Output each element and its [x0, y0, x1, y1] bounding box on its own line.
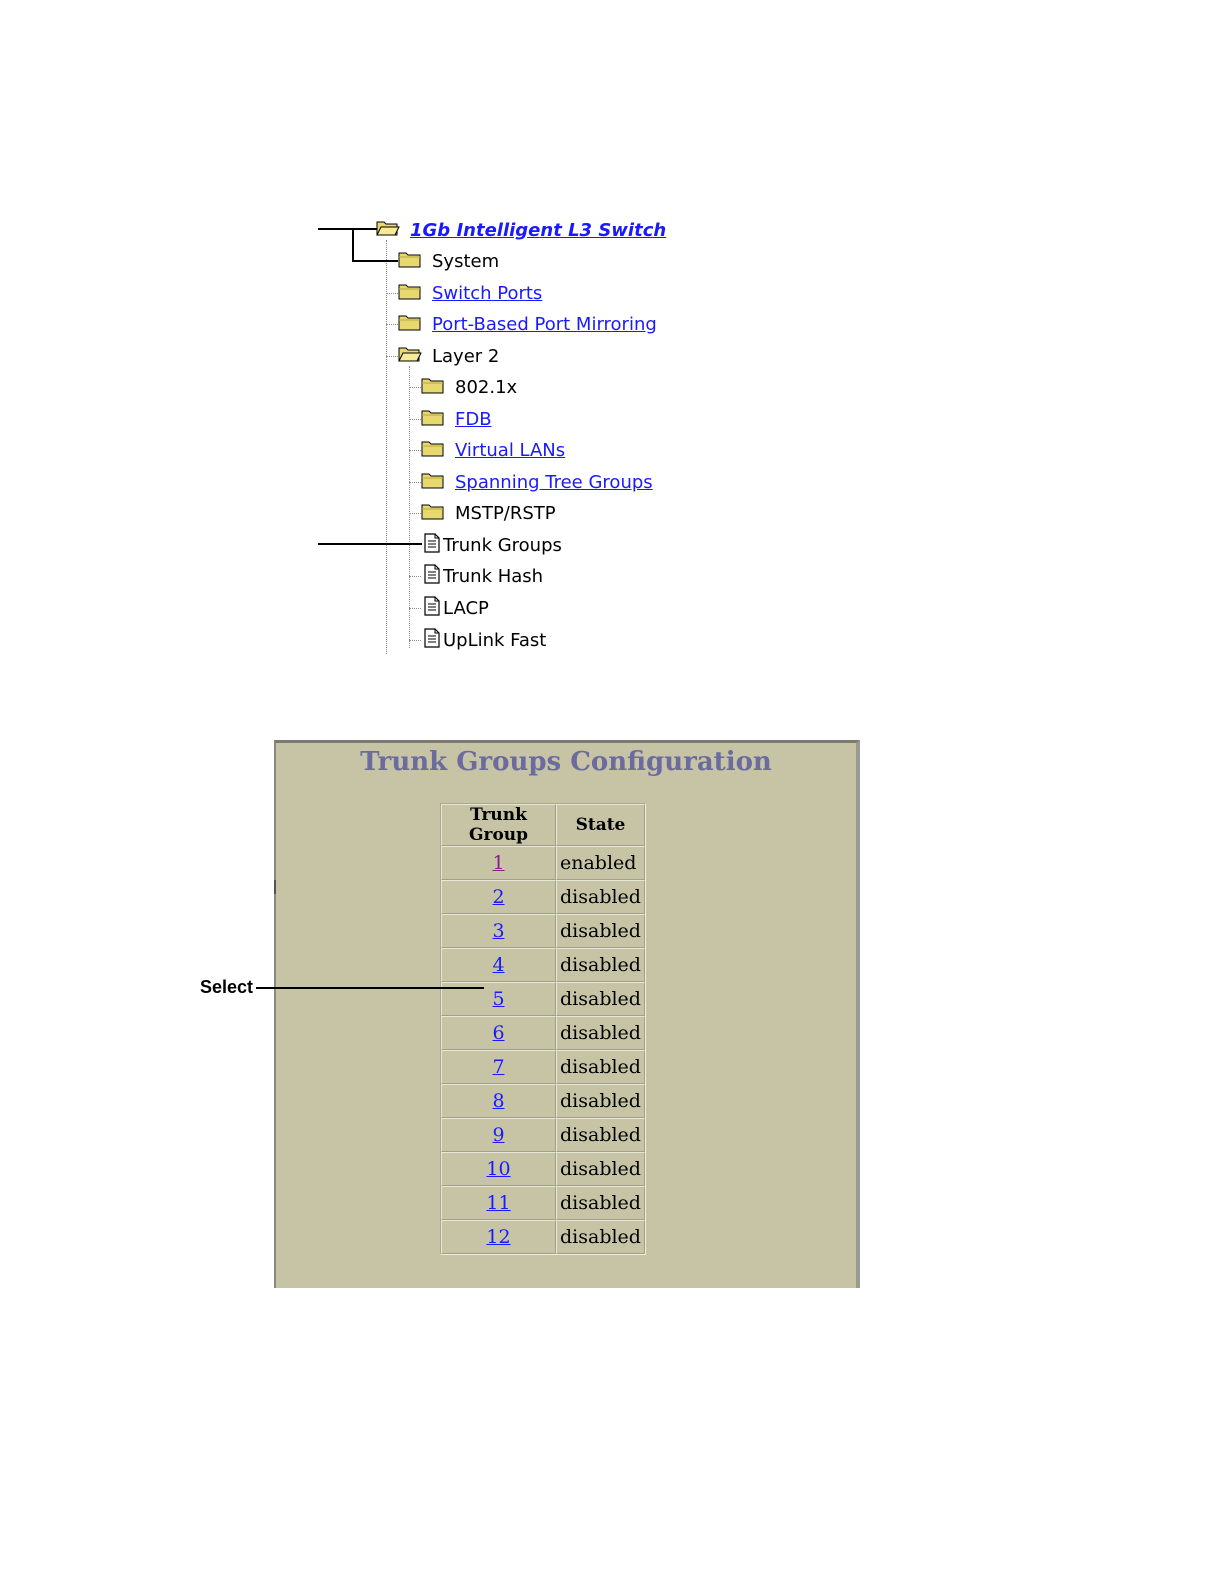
- tree-guide-line: [409, 366, 410, 648]
- trunk-group-cell: [441, 914, 556, 948]
- trunk-group-cell: [441, 1152, 556, 1186]
- table-row: [441, 1152, 645, 1186]
- folder-icon: [421, 408, 445, 430]
- trunk-state-cell: disabled: [556, 1220, 645, 1254]
- tree-guide-line: [409, 419, 421, 420]
- folder-icon: [398, 250, 422, 272]
- table-header-row: [441, 804, 645, 846]
- tree-node-label[interactable]: LACP: [443, 597, 489, 619]
- trunk-group-link-4[interactable]: 4: [492, 954, 505, 976]
- trunk-group-link-6[interactable]: 6: [492, 1022, 505, 1044]
- table-row: [441, 1118, 645, 1152]
- tree-node-root[interactable]: [376, 218, 666, 242]
- trunk-group-link-3[interactable]: 3: [492, 920, 505, 942]
- table-row: [441, 948, 645, 982]
- trunk-group-cell: [441, 1084, 556, 1118]
- column-header-state: State: [556, 804, 645, 846]
- trunk-group-link-12[interactable]: 12: [486, 1226, 511, 1248]
- callout-line: [318, 543, 422, 545]
- tree-node-label[interactable]: UpLink Fast: [443, 629, 547, 651]
- tree-node-mstp-rstp[interactable]: [421, 501, 556, 525]
- trunk-state-cell: disabled: [556, 880, 645, 914]
- tree-guide-line: [409, 482, 421, 483]
- document-icon: [423, 596, 441, 620]
- tree-node-uplink-fast[interactable]: [423, 628, 546, 652]
- tree-node-label: Layer 2: [432, 345, 500, 367]
- select-callout-line: [256, 987, 484, 989]
- tree-node-label[interactable]: Trunk Hash: [443, 565, 544, 587]
- trunk-group-link-11[interactable]: 11: [486, 1192, 511, 1214]
- trunk-state-cell: disabled: [556, 948, 645, 982]
- folder-open-icon: [376, 219, 400, 241]
- tree-guide-line: [409, 387, 421, 388]
- tree-node-label[interactable]: FDB: [455, 408, 492, 430]
- folder-icon: [421, 439, 445, 461]
- trunk-group-link-9[interactable]: 9: [492, 1124, 505, 1146]
- trunk-state-cell: disabled: [556, 982, 645, 1016]
- trunk-group-cell: [441, 948, 556, 982]
- trunk-groups-table: [440, 803, 646, 1255]
- folder-icon: [421, 502, 445, 524]
- tree-guide-line: [409, 513, 421, 514]
- tree-node-switch-ports[interactable]: [398, 281, 542, 305]
- tree-node-spanning-tree-groups[interactable]: [421, 470, 653, 494]
- tree-guide-line: [386, 324, 398, 325]
- navigation-tree: [0, 0, 1225, 700]
- tree-node-trunk-groups[interactable]: [423, 533, 562, 557]
- trunk-state-cell: disabled: [556, 1050, 645, 1084]
- tree-node-system[interactable]: [398, 249, 499, 273]
- folder-icon: [421, 376, 445, 398]
- trunk-state-cell: disabled: [556, 1186, 645, 1220]
- trunk-state-cell: disabled: [556, 1084, 645, 1118]
- tree-node-layer-2[interactable]: [398, 344, 499, 368]
- table-row: [441, 914, 645, 948]
- trunk-group-link-5[interactable]: 5: [492, 988, 505, 1010]
- table-row: [441, 1186, 645, 1220]
- trunk-state-cell: disabled: [556, 1118, 645, 1152]
- trunk-group-link-2[interactable]: 2: [492, 886, 505, 908]
- page-title: Trunk Groups Configuration: [360, 747, 772, 777]
- trunk-groups-panel: [274, 740, 860, 1288]
- callout-line: [352, 260, 398, 262]
- folder-icon: [421, 471, 445, 493]
- trunk-state-cell: disabled: [556, 914, 645, 948]
- tree-node-label: System: [432, 250, 500, 272]
- tree-guide-line: [409, 640, 421, 641]
- table-row: [441, 1084, 645, 1118]
- column-header-trunk-group: Trunk Group: [441, 804, 556, 846]
- tree-node-virtual-lans[interactable]: [421, 438, 565, 462]
- trunk-group-cell: [441, 1050, 556, 1084]
- trunk-state-cell: disabled: [556, 1152, 645, 1186]
- tree-guide-line: [386, 356, 398, 357]
- trunk-group-cell: [441, 1118, 556, 1152]
- tree-guide-line: [386, 293, 398, 294]
- tree-node-label[interactable]: Trunk Groups: [443, 534, 562, 556]
- table-row: [441, 1016, 645, 1050]
- select-callout-label: Select: [200, 977, 254, 997]
- trunk-group-link-7[interactable]: 7: [492, 1056, 505, 1078]
- tree-node-label: 802.1x: [455, 376, 518, 398]
- tree-node-label[interactable]: Virtual LANs: [455, 439, 566, 461]
- document-icon: [423, 533, 441, 557]
- panel-edge-mark: [274, 880, 276, 894]
- folder-icon: [398, 313, 422, 335]
- trunk-group-cell: [441, 880, 556, 914]
- table-row: [441, 1220, 645, 1254]
- trunk-state-cell: disabled: [556, 1016, 645, 1050]
- table-row: [441, 880, 645, 914]
- tree-guide-line: [409, 608, 421, 609]
- trunk-group-cell: [441, 1016, 556, 1050]
- tree-node-trunk-hash[interactable]: [423, 564, 543, 588]
- callout-line: [318, 228, 378, 230]
- tree-guide-line: [409, 576, 421, 577]
- tree-node-port-mirroring[interactable]: [398, 312, 657, 336]
- tree-node-fdb[interactable]: [421, 407, 492, 431]
- document-icon: [423, 628, 441, 652]
- trunk-group-cell: [441, 846, 556, 880]
- folder-open-icon: [398, 345, 422, 367]
- tree-node-label[interactable]: Switch Ports: [432, 282, 543, 304]
- trunk-group-link-10[interactable]: 10: [486, 1158, 511, 1180]
- table-row: [441, 1050, 645, 1084]
- tree-node-8021x[interactable]: [421, 375, 517, 399]
- trunk-group-cell: [441, 1186, 556, 1220]
- callout-line: [352, 228, 354, 262]
- tree-node-root-label[interactable]: 1Gb Intelligent L3 Switch: [410, 219, 667, 241]
- tree-node-lacp[interactable]: [423, 596, 489, 620]
- tree-guide-line: [386, 240, 387, 654]
- tree-node-label[interactable]: Spanning Tree Groups: [455, 471, 653, 493]
- trunk-state-cell: enabled: [556, 846, 645, 880]
- trunk-group-cell: [441, 1220, 556, 1254]
- table-row: [441, 846, 645, 880]
- folder-icon: [398, 282, 422, 304]
- trunk-group-link-8[interactable]: 8: [492, 1090, 505, 1112]
- tree-node-label[interactable]: Port-Based Port Mirroring: [432, 313, 657, 335]
- tree-node-label: MSTP/RSTP: [455, 502, 556, 524]
- trunk-group-link-1[interactable]: 1: [492, 852, 505, 874]
- document-icon: [423, 564, 441, 588]
- tree-guide-line: [409, 450, 421, 451]
